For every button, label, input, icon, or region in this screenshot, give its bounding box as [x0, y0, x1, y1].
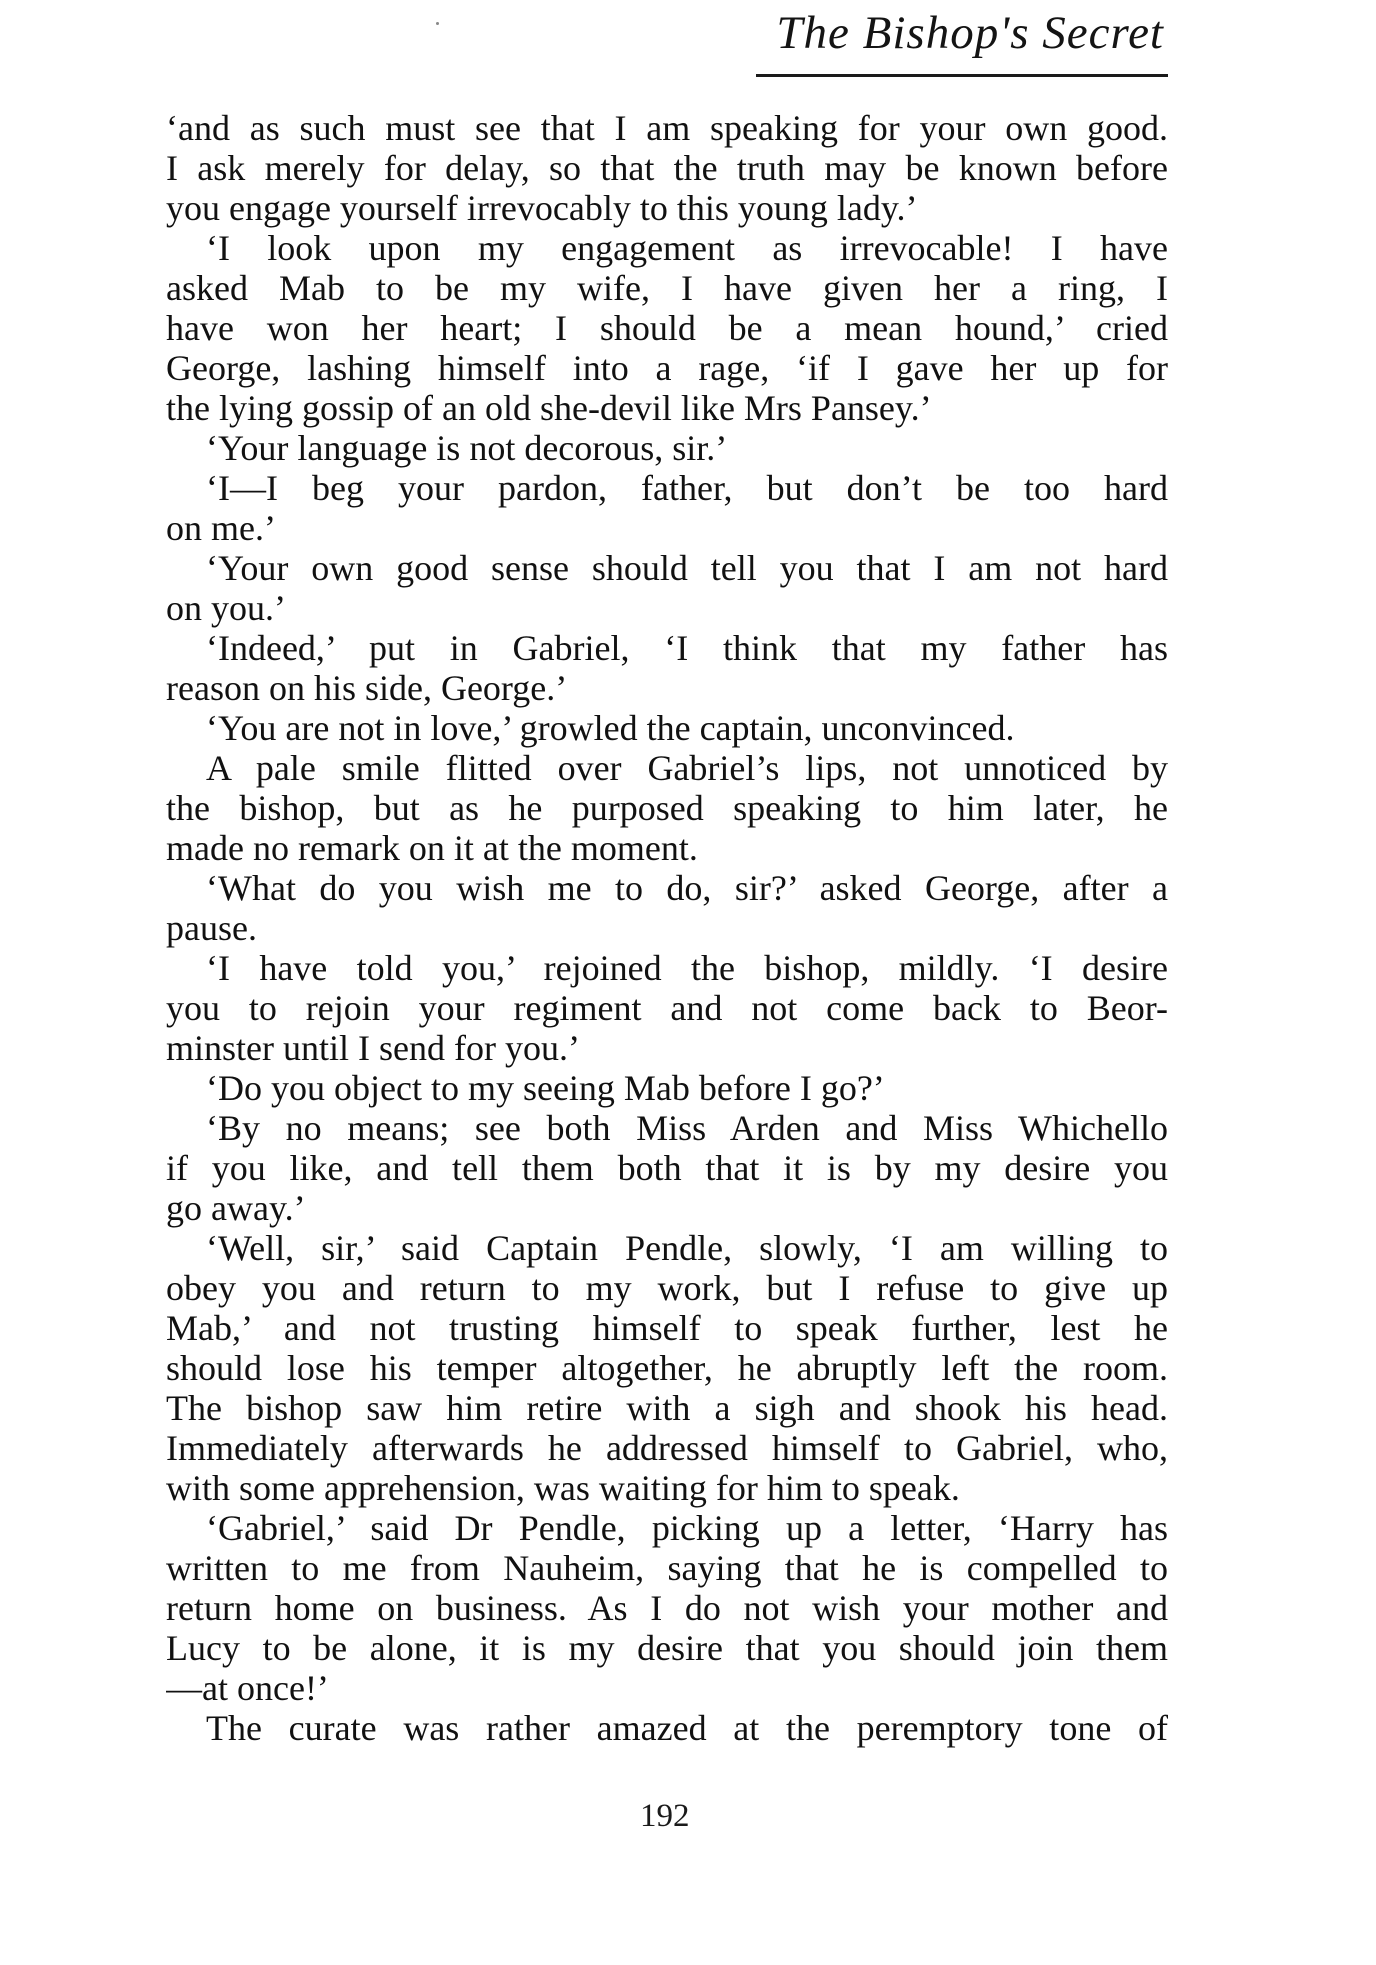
body-text: [166, 108, 1168, 1748]
text-line: ‘Your language is not decorous, sir.’: [206, 428, 728, 468]
text-line: ‘Gabriel,’ said Dr Pendle, picking up a letter, ‘Harry has: [206, 1508, 1168, 1548]
text-line: ‘You are not in love,’ growled the captain, unconvinced.: [206, 708, 1015, 748]
text-line: ‘Indeed,’ put in Gabriel, ‘I think that my father has: [206, 628, 1168, 668]
text-line: ‘Your own good sense should tell you that I am not hard: [206, 548, 1168, 588]
text-line: the bishop, but as he purposed speaking to him later, he: [166, 788, 1168, 828]
text-line: Immediately afterwards he addressed himself to Gabriel, who,: [166, 1428, 1168, 1468]
text-line: the lying gossip of an old she-devil like Mrs Pansey.’: [166, 388, 932, 428]
text-line: ‘and as such must see that I am speaking for your own good.: [166, 108, 1168, 148]
text-line: written to me from Nauheim, saying that he is compelled to: [166, 1548, 1168, 1588]
text-line: pause.: [166, 908, 257, 948]
text-line: The curate was rather amazed at the peremptory tone of: [206, 1708, 1168, 1748]
text-line: ‘Do you object to my seeing Mab before I go?’: [206, 1068, 885, 1108]
text-line: you engage yourself irrevocably to this young lady.’: [166, 188, 918, 228]
text-line: with some apprehension, was waiting for him to speak.: [166, 1468, 960, 1508]
text-line: Mab,’ and not trusting himself to speak further, lest he: [166, 1308, 1168, 1348]
text-line: The bishop saw him retire with a sigh and shook his head.: [166, 1388, 1168, 1428]
text-line: Lucy to be alone, it is my desire that you should join them: [166, 1628, 1168, 1668]
print-speck: [436, 22, 439, 25]
text-line: on you.’: [166, 588, 286, 628]
header-rule: [756, 74, 1168, 77]
text-line: if you like, and tell them both that it is by my desire you: [166, 1148, 1168, 1188]
text-line: asked Mab to be my wife, I have given her a ring, I: [166, 268, 1168, 308]
text-line: on me.’: [166, 508, 276, 548]
text-line: ‘I—I beg your pardon, father, but don’t be too hard: [206, 468, 1168, 508]
running-head-title: The Bishop's Secret: [776, 7, 1164, 59]
text-line: George, lashing himself into a rage, ‘if I gave her up for: [166, 348, 1168, 388]
text-line: go away.’: [166, 1188, 306, 1228]
page-number: 192: [640, 1798, 690, 1834]
text-line: A pale smile flitted over Gabriel’s lips, not unnoticed by: [206, 748, 1168, 788]
text-line: should lose his temper altogether, he abruptly left the room.: [166, 1348, 1168, 1388]
text-line: obey you and return to my work, but I refuse to give up: [166, 1268, 1168, 1308]
text-line: reason on his side, George.’: [166, 668, 568, 708]
text-line: you to rejoin your regiment and not come back to Beor-: [166, 988, 1168, 1028]
text-line: return home on business. As I do not wish your mother and: [166, 1588, 1168, 1628]
text-line: —at once!’: [166, 1668, 329, 1708]
text-line: ‘I look upon my engagement as irrevocable! I have: [206, 228, 1168, 268]
text-line: ‘I have told you,’ rejoined the bishop, mildly. ‘I desire: [206, 948, 1168, 988]
text-line: minster until I send for you.’: [166, 1028, 580, 1068]
text-line: ‘What do you wish me to do, sir?’ asked George, after a: [206, 868, 1168, 908]
text-line: ‘By no means; see both Miss Arden and Miss Whichello: [206, 1108, 1168, 1148]
text-line: I ask merely for delay, so that the truth may be known before: [166, 148, 1168, 188]
text-line: made no remark on it at the moment.: [166, 828, 698, 868]
text-line: ‘Well, sir,’ said Captain Pendle, slowly, ‘I am willing to: [206, 1228, 1168, 1268]
text-line: have won her heart; I should be a mean hound,’ cried: [166, 308, 1168, 348]
